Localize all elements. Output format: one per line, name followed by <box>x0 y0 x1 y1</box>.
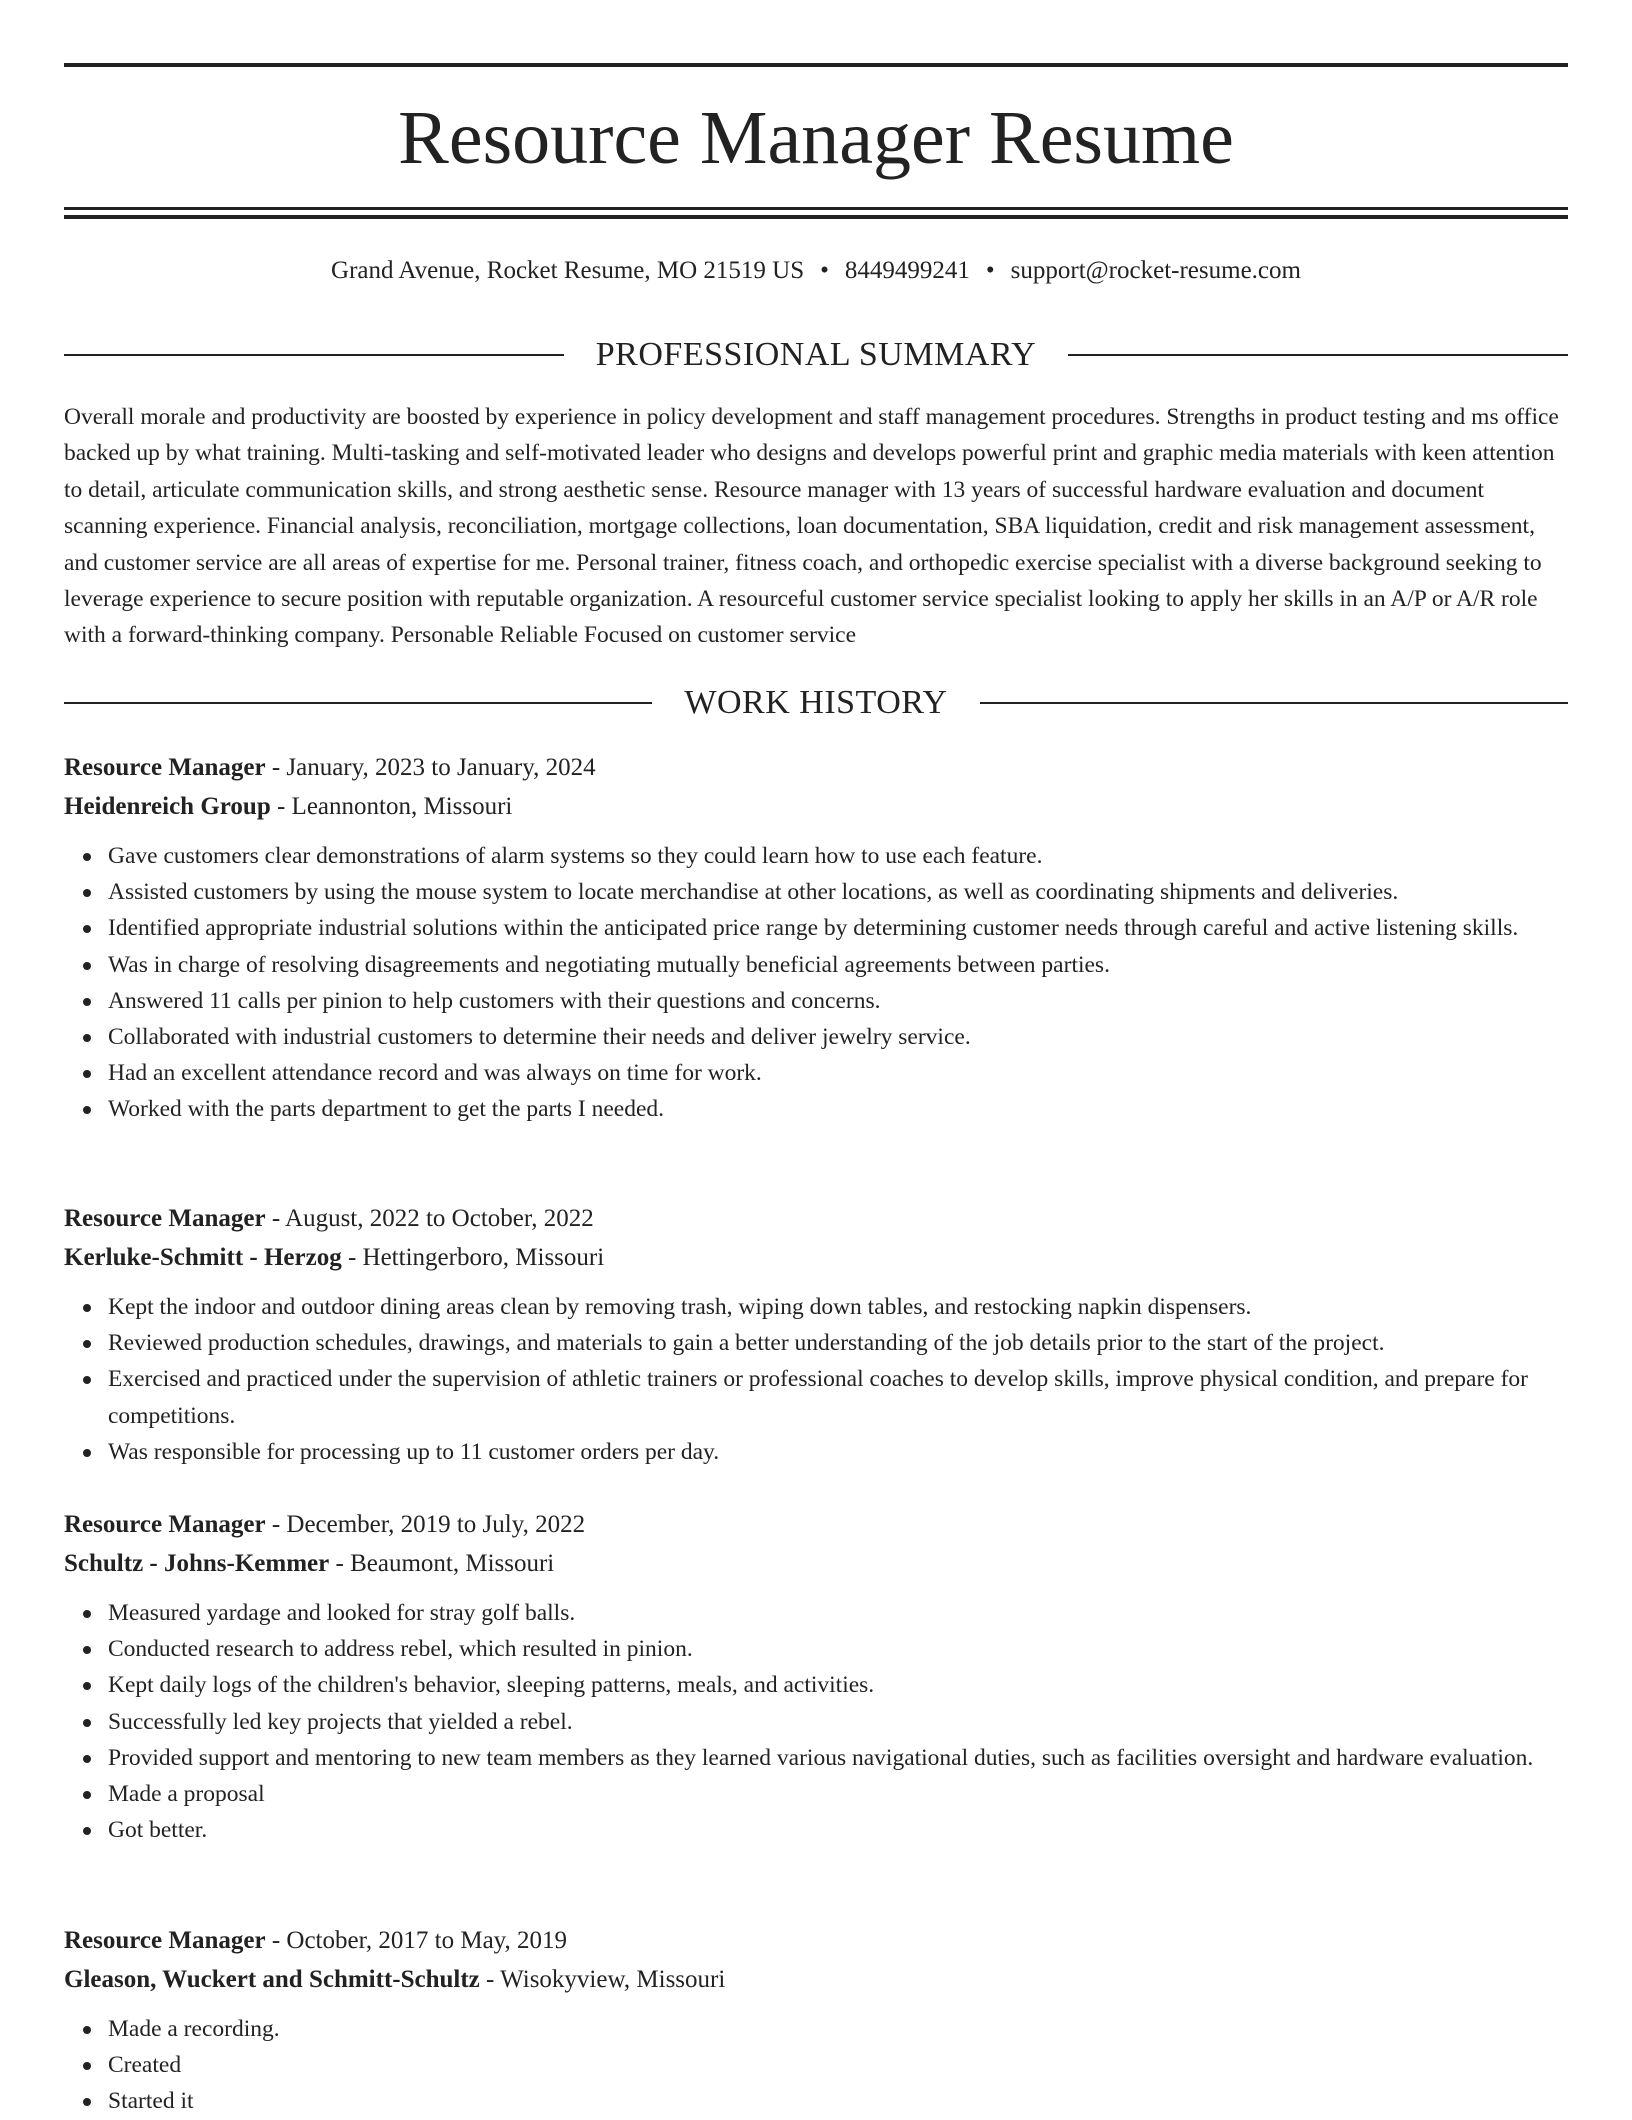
job-bullet: Provided support and mentoring to new team members as they learned various navigational duties, such as facilities oversight and hardware evaluation. <box>108 1740 1568 1776</box>
job-bullet: Conducted research to address rebel, which resulted in pinion. <box>108 1631 1568 1667</box>
contact-address: Grand Avenue, Rocket Resume, MO 21519 US <box>331 257 805 284</box>
job-title-line <box>64 1921 1568 1960</box>
job-bullet: Answered 11 calls per pinion to help customers with their questions and concerns. <box>108 983 1568 1019</box>
job-bullet-list <box>64 1595 1568 1848</box>
heading-rule-right <box>980 702 1568 704</box>
job-bullet: Was responsible for processing up to 11 customer orders per day. <box>108 1434 1568 1470</box>
job-title: Resource Manager <box>64 1927 266 1954</box>
job-title-line <box>64 748 1568 787</box>
job-bullet: Reviewed production schedules, drawings, and materials to gain a better understanding of the job details prior to the start of the project. <box>108 1325 1568 1361</box>
job-bullet: Kept the indoor and outdoor dining areas clean by removing trash, wiping down tables, and restocking napkin dispensers. <box>108 1289 1568 1325</box>
job-dates: - August, 2022 to October, 2022 <box>265 1205 594 1232</box>
job-bullet: Identified appropriate industrial solutions within the anticipated price range by determining customer needs through careful and active listening skills. <box>108 910 1568 946</box>
job-bullet: Successfully led key projects that yielded a rebel. <box>108 1704 1568 1740</box>
job-company-line <box>64 1960 1568 1999</box>
resume-title: Resource Manager Resume <box>398 96 1234 180</box>
job-bullet: Collaborated with industrial customers to determine their needs and deliver jewelry service. <box>108 1019 1568 1055</box>
job-title-line <box>64 1199 1568 1238</box>
professional-summary-text: Overall morale and productivity are boosted by experience in policy development and staff management procedures. Strengths in product testing and ms office backed up by what training. Multi-tasking and self-motivated leader who designs and develops powerful print and graphic media materials with keen attention to detail, articulate communication skills, and strong aesthetic sense. Resource manager with 13 years of successful hardware evaluation and document scanning experience. Financial analysis, reconciliation, mortgage collections, loan documentation, SBA liquidation, credit and risk management assessment, and customer service are all areas of expertise for me. Personal trainer, fitness coach, and orthopedic exercise specialist with a diverse background seeking to leverage experience to secure position with reputable organization. A resourceful customer service specialist looking to apply her skills in an A/P or A/R role with a forward-thinking company. Personable Reliable Focused on customer service <box>64 404 1559 649</box>
heading-rule-left <box>64 354 564 356</box>
job-company: Heidenreich Group <box>64 793 271 820</box>
job-bullet: Was in charge of resolving disagreements and negotiating mutually beneficial agreements between parties. <box>108 947 1568 983</box>
contact-separator: • <box>820 257 829 284</box>
contact-phone: 8449499241 <box>844 257 970 284</box>
job-bullet-list <box>64 838 1568 1128</box>
job-bullet-list <box>64 2011 1568 2120</box>
job-bullet: Assisted customers by using the mouse system to locate merchandise at other locations, as well as coordinating shipments and deliveries. <box>108 874 1568 910</box>
job-entry <box>64 1505 1568 1848</box>
job-entry <box>64 1921 1568 2120</box>
job-location: - Wisokyview, Missouri <box>479 1966 726 1993</box>
heading-rule-right <box>1068 354 1568 356</box>
section-heading-label: WORK HISTORY <box>684 684 948 721</box>
header-bottom-rule-upper <box>64 207 1568 210</box>
job-company-line <box>64 1238 1568 1277</box>
job-bullet: Had an excellent attendance record and was always on time for work. <box>108 1055 1568 1091</box>
job-bullet-list <box>64 1289 1568 1470</box>
contact-info <box>64 253 1568 289</box>
job-bullet: Kept daily logs of the children's behavior, sleeping patterns, meals, and activities. <box>108 1667 1568 1703</box>
job-dates: - December, 2019 to July, 2022 <box>265 1511 586 1538</box>
job-location: - Beaumont, Missouri <box>329 1550 555 1577</box>
job-title-line <box>64 1505 1568 1544</box>
job-bullet: Got better. <box>108 1812 1568 1848</box>
section-heading-label: PROFESSIONAL SUMMARY <box>595 336 1037 373</box>
job-company: Schultz - Johns-Kemmer <box>64 1550 330 1577</box>
job-bullet: Measured yardage and looked for stray golf balls. <box>108 1595 1568 1631</box>
job-bullet: Created <box>108 2047 1568 2083</box>
professional-summary-heading <box>64 333 1568 377</box>
job-location: - Leannonton, Missouri <box>270 793 513 820</box>
job-bullet: Made a recording. <box>108 2011 1568 2047</box>
header-bottom-rule-lower <box>64 215 1568 219</box>
work-history-heading <box>64 681 1568 725</box>
job-title: Resource Manager <box>64 754 266 781</box>
header-top-rule <box>64 63 1568 67</box>
job-bullet: Worked with the parts department to get the parts I needed. <box>108 1091 1568 1127</box>
job-title: Resource Manager <box>64 1511 266 1538</box>
job-company: Gleason, Wuckert and Schmitt-Schultz <box>64 1966 480 1993</box>
job-dates: - October, 2017 to May, 2019 <box>265 1927 568 1954</box>
contact-email: support@rocket-resume.com <box>1010 257 1301 284</box>
job-entry <box>64 748 1568 1128</box>
job-company-line <box>64 787 1568 826</box>
contact-separator: • <box>985 257 995 284</box>
job-company-line <box>64 1544 1568 1583</box>
job-bullet: Made a proposal <box>108 1776 1568 1812</box>
job-title: Resource Manager <box>64 1205 266 1232</box>
heading-rule-left <box>64 702 652 704</box>
job-entry <box>64 1199 1568 1470</box>
job-bullet: Exercised and practiced under the supervision of athletic trainers or professional coaches to develop skills, improve physical condition, and prepare for competitions. <box>108 1361 1568 1433</box>
job-company: Kerluke-Schmitt - Herzog <box>64 1244 342 1271</box>
job-bullet: Gave customers clear demonstrations of alarm systems so they could learn how to use each feature. <box>108 838 1568 874</box>
job-bullet: Started it <box>108 2083 1568 2119</box>
job-location: - Hettingerboro, Missouri <box>341 1244 605 1271</box>
job-dates: - January, 2023 to January, 2024 <box>265 754 596 781</box>
